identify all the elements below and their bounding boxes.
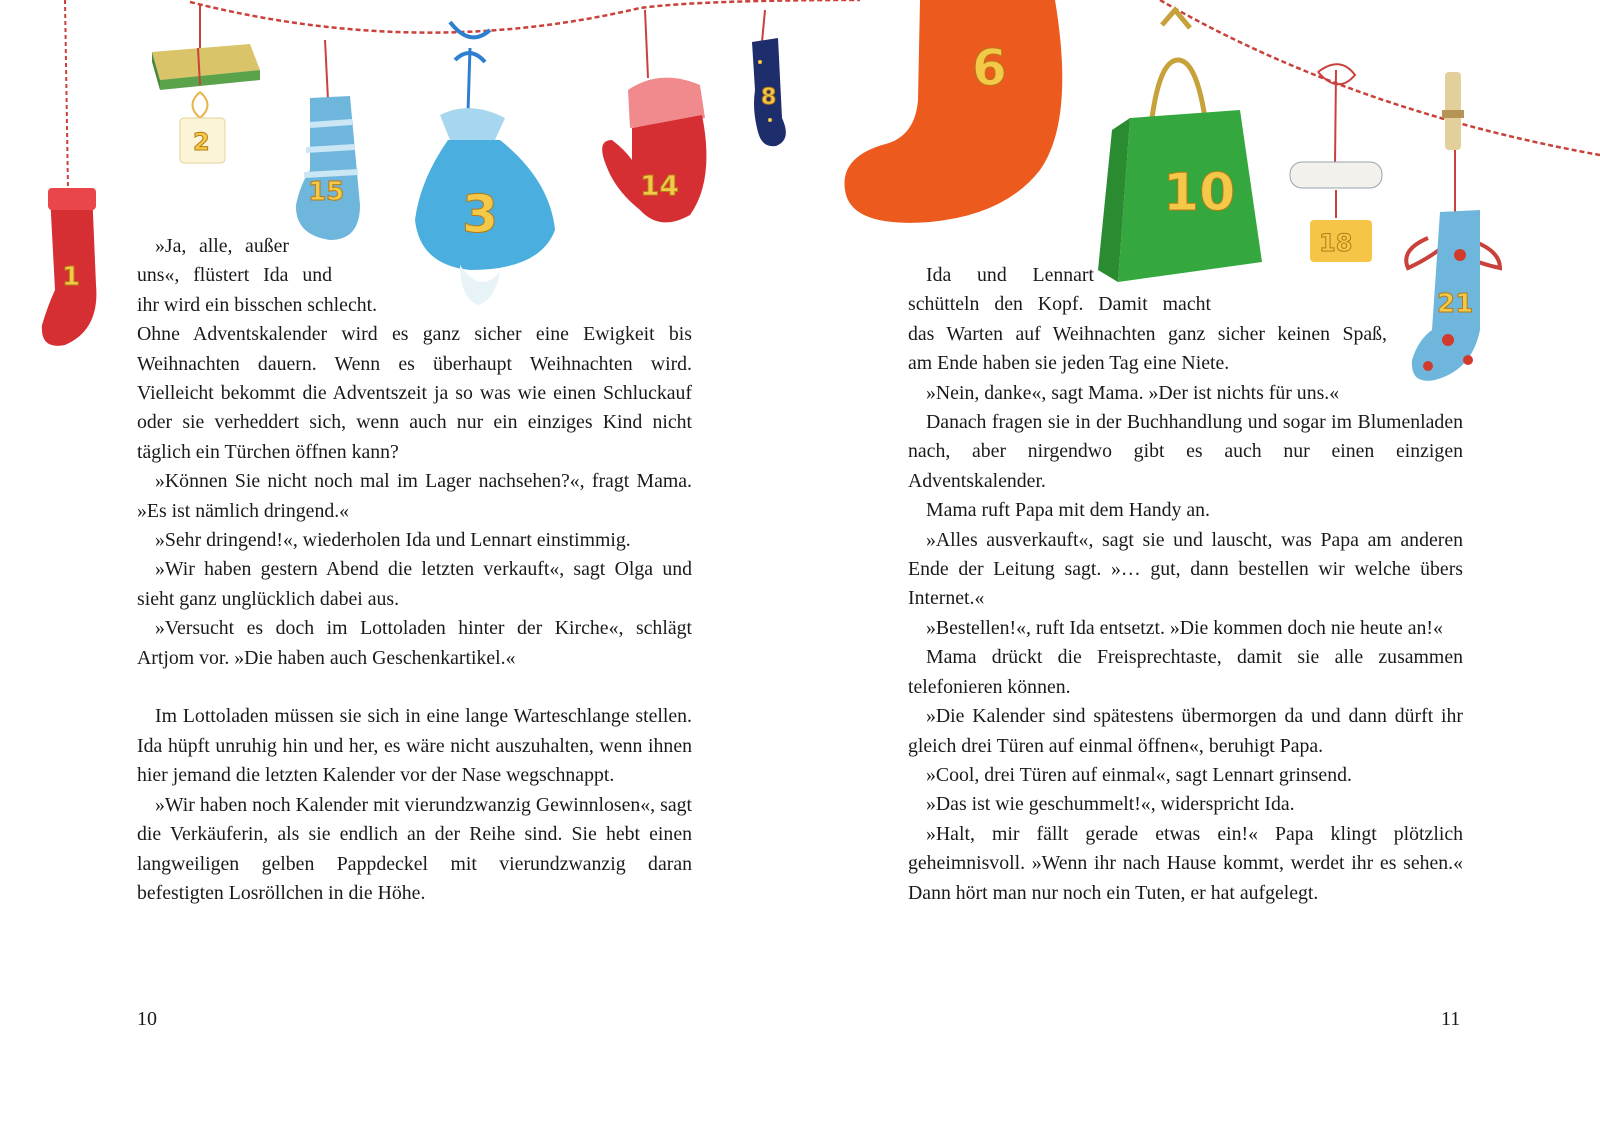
small-sock-ornament — [752, 38, 786, 146]
day-number-label: 15 — [308, 177, 345, 207]
day-number-label: 3 — [462, 185, 499, 245]
hanging-thread — [645, 10, 648, 78]
paragraph: schütteln den Kopf. Damit macht — [908, 293, 1211, 316]
page-number-right: 11 — [1441, 1008, 1461, 1030]
clothespin-ornament — [1442, 72, 1464, 150]
hanging-thread — [325, 40, 328, 100]
paragraph: Ida und Lennart — [926, 264, 1094, 286]
paragraph: Im Lottoladen müssen sie sich in eine lange Warteschlange stellen. Ida hüpft unruhig hin und her, es wäre nicht auszuhalten, wenn ihnen hier jemand die letzten Kalender vor der Nase wegschnappt. — [137, 705, 692, 787]
paragraph: uns«, flüstert Ida und — [137, 264, 332, 287]
paragraph: »Halt, mir fällt gerade etwas ein!« Papa klingt plötzlich geheimnisvoll. »Wenn ihr nach Hause kommt, werdet ihr es sehen.« Dann hört man nur noch ein Tuten, er hat aufgelegt. — [908, 822, 1463, 904]
hanging-thread — [468, 48, 470, 112]
paragraph: Danach fragen sie in der Buchhandlung und sogar im Blumenladen nach, aber nirgendwo gibt es auch nur einen einzigen Adventskalender. — [908, 411, 1463, 492]
day-number-label: 8 — [761, 85, 777, 110]
gift-tag — [180, 92, 225, 163]
paragraph: das Warten auf Weihnachten ganz sicher keinen Spaß, — [908, 322, 1387, 345]
right-page-text — [908, 261, 1463, 908]
paragraph: »Nein, danke«, sagt Mama. »Der ist nichts für uns.« — [926, 381, 1340, 404]
day-number-label: 18 — [1319, 229, 1353, 257]
day-number-label: 10 — [1163, 163, 1236, 223]
hanging-thread — [762, 10, 765, 42]
paragraph: »Wir haben gestern Abend die letzten verkauft«, sagt Olga und sieht ganz unglücklich dabei aus. — [137, 558, 692, 610]
day-number-label: 1 — [62, 262, 81, 292]
paragraph: »Können Sie nicht noch mal im Lager nachsehen?«, fragt Mama. »Es ist nämlich dringend.« — [137, 470, 692, 522]
day-number-label: 6 — [972, 39, 1007, 97]
paragraph: ihr wird ein bisschen schlecht. — [137, 293, 378, 316]
paragraph: Mama drückt die Freisprechtaste, damit sie alle zusammen telefonieren können. — [908, 646, 1463, 698]
mitten-ornament — [602, 78, 706, 223]
day-number-label: 2 — [193, 128, 210, 156]
paragraph: »Alles ausverkauft«, sagt sie und lauscht, was Papa am anderen Ende der Leitung sagt. »… gut, dann bestellen wir welche übers Internet.« — [908, 528, 1463, 610]
left-page-text — [137, 232, 692, 908]
big-stocking-ornament — [844, 0, 1062, 223]
paragraph: »Cool, drei Türen auf einmal«, sagt Lennart grinsend. — [926, 763, 1352, 786]
paragraph: »Wir haben noch Kalender mit vierundzwanzig Gewinnlosen«, sagt die Verkäuferin, als sie endlich an der Reihe sind. Sie hebt einen langweiligen gelben Pappdeckel mit vierundzwanzig daran befestigten Losröllchen in die Höhe. — [137, 793, 692, 904]
paragraph: »Die Kalender sind spätestens übermorgen da und dann dürft ihr gleich drei Türen auf einmal öffnen«, beruhigt Papa. — [908, 705, 1463, 757]
paragraph: »Bestellen!«, ruft Ida entsetzt. »Die kommen doch nie heute an!« — [926, 616, 1443, 639]
page-number-left: 10 — [137, 1008, 157, 1030]
hanging-thread — [65, 0, 68, 190]
striped-sock-ornament — [296, 96, 360, 240]
red-stocking-ornament — [42, 188, 97, 346]
paragraph: am Ende haben sie jeden Tag eine Niete. — [908, 352, 1230, 375]
day-number-label: 21 — [1437, 289, 1474, 319]
paragraph: Mama ruft Papa mit dem Handy an. — [926, 499, 1211, 522]
garland-string — [190, 0, 860, 33]
paragraph: »Sehr dringend!«, wiederholen Ida und Lennart einstimmig. — [155, 529, 631, 552]
green-bag-ornament — [1098, 10, 1262, 282]
paragraph: Ohne Adventskalender wird es ganz sicher eine Ewigkeit bis Weihnachten dauern. Wenn es überhaupt Weihnachten wird. Vielleicht bekommt die Adventszeit ja so was wie einen Schluckauf oder sie verheddert sich, wenn auch nur ein einziges Kind nicht täglich ein Türchen öffnen kann? — [137, 323, 692, 463]
day-number-label: 14 — [640, 169, 679, 202]
paragraph: »Ja, alle, außer — [155, 235, 289, 257]
paragraph: »Versucht es doch im Lottoladen hinter der Kirche«, schlägt Artjom vor. »Die haben auch Geschenkartikel.« — [137, 617, 692, 669]
book-ornament — [152, 44, 260, 90]
paragraph: »Das ist wie geschummelt!«, widerspricht Ida. — [926, 793, 1295, 816]
